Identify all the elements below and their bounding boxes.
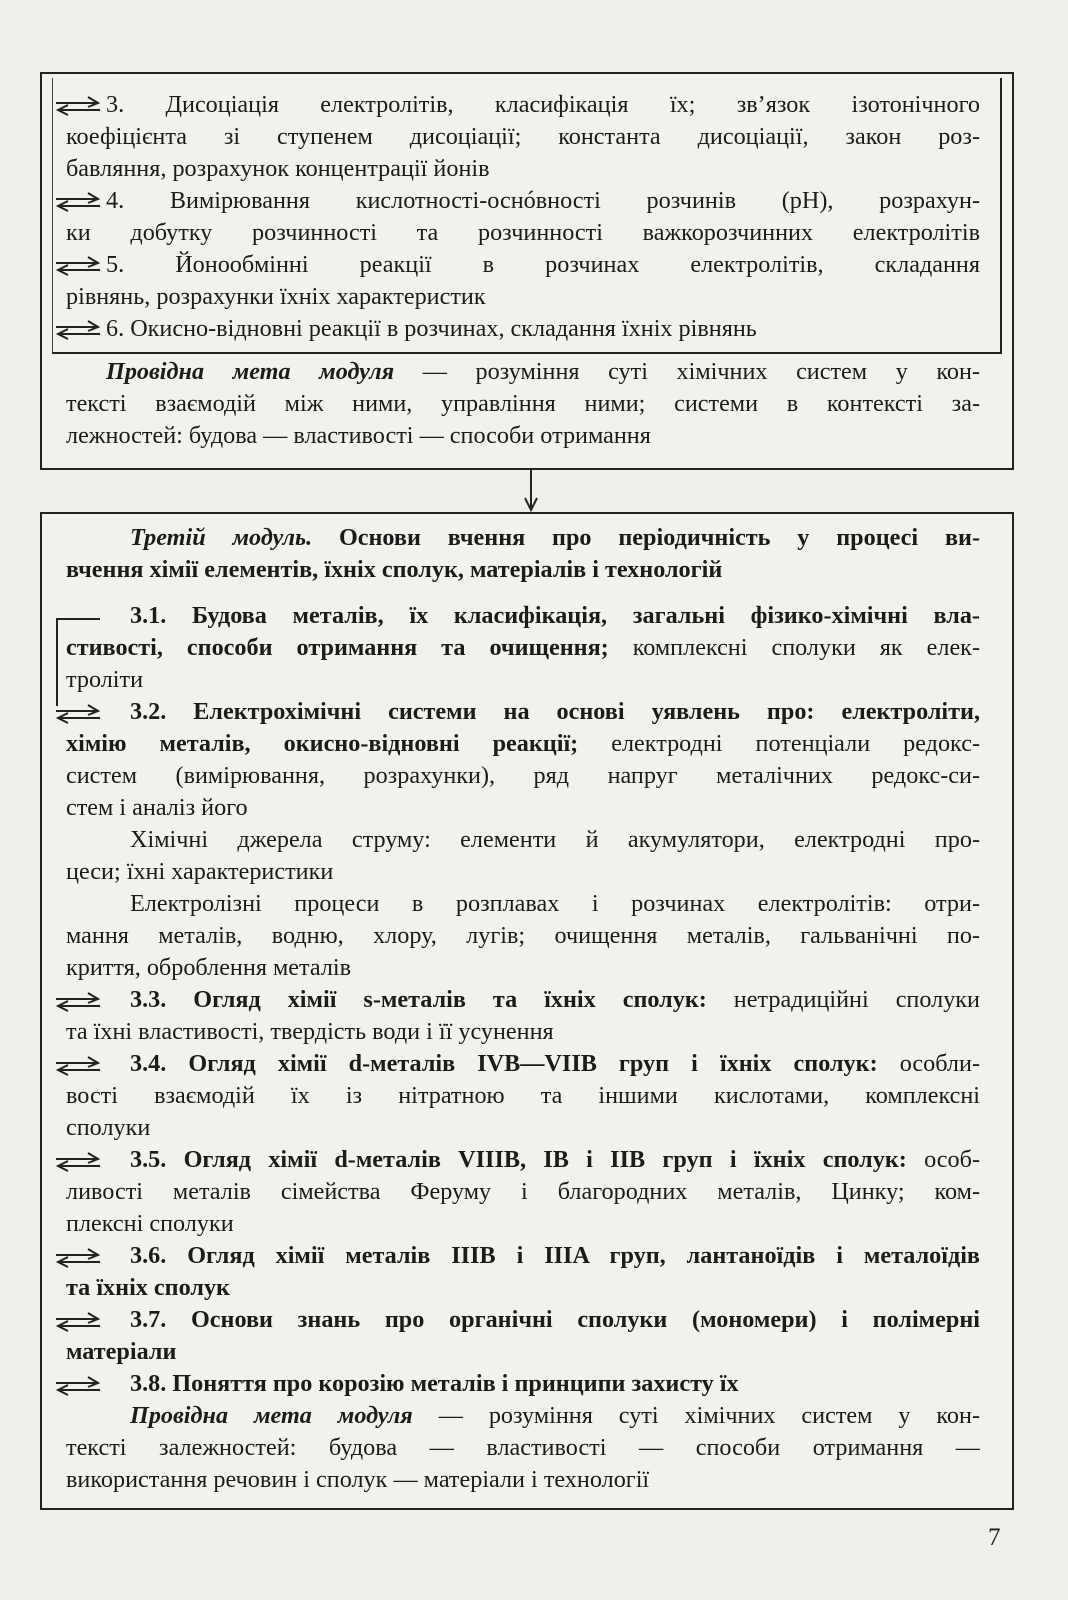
item-5-line-2: рівнянь, розрахунки їхніх характеристик	[66, 283, 486, 310]
double-arrow-icon	[52, 1055, 104, 1077]
item-3-2-para-3-line-3: криття, оброблення металів	[66, 954, 352, 981]
item-3-5-text: особ-	[906, 1146, 981, 1173]
double-arrow-icon	[52, 191, 104, 213]
item-3-2-line-1: 3.2. Електрохімічні системи на основі уявлень про: електроліти,	[130, 698, 980, 725]
item-3-1-text: комплексні сполуки як елек-	[608, 634, 980, 661]
item-3-8-line-1: 3.8. Поняття про корозію металів і принципи захисту їх	[130, 1370, 739, 1397]
item-3-7-line-2: матеріали	[66, 1338, 177, 1365]
item-4-line-2: ки добутку розчинності та розчинності важкорозчинних електролітів	[66, 219, 980, 246]
module-two-goal-line-2: тексті взаємодій між ними, управління ними; системи в контексті за-	[66, 390, 980, 417]
module-three-box	[40, 512, 1014, 1510]
goal-text: — розуміння суті хімічних систем у кон-	[394, 358, 980, 385]
item-3-2-text: електродні потенціали редокс-	[578, 730, 980, 757]
double-arrow-icon	[52, 991, 104, 1013]
item-3-4-line-1	[130, 1048, 980, 1080]
double-arrow-icon	[52, 255, 104, 277]
item-3-2-line-4: стем і аналіз його	[66, 794, 248, 821]
double-arrow-icon	[52, 1375, 104, 1397]
double-arrow-icon	[52, 319, 104, 341]
item-3-2-line-2	[66, 728, 980, 760]
goal-label: Провідна мета модуля	[106, 358, 395, 385]
item-3-2-line-3: систем (вимірювання, розрахунки), ряд напруг металічних редокс-си-	[66, 762, 980, 789]
item-3-2-para-2-line-2: цеси; їхні характеристики	[66, 858, 334, 885]
item-3-2-para-3-line-1: Електролізні процеси в розплавах і розчинах електролітів: отри-	[130, 890, 980, 917]
item-3-4-line-2: вості взаємодій їх із нітратною та іншими кислотами, комплексні	[66, 1082, 980, 1109]
double-arrow-icon	[52, 703, 104, 725]
item-3-1-line-2	[66, 632, 980, 664]
page-number: 7	[988, 1524, 1001, 1551]
module-three-goal-line-1	[130, 1400, 980, 1432]
item-3-line-1: 3. Дисоціація електролітів, класифікація їх; зв’язок ізотонічного	[106, 91, 980, 118]
module-two-box	[40, 72, 1014, 470]
item-3-5-line-3: плексні сполуки	[66, 1210, 234, 1237]
module-two-goal-line-3: лежностей: будова — властивості — способи отримання	[66, 422, 651, 449]
item-3-2-para-3-line-2: мання металів, водню, хлору, лугів; очищення металів, гальванічні по-	[66, 922, 980, 949]
item-3-1-line-3: троліти	[66, 666, 144, 693]
item-3-4-bold: 3.4. Огляд хімії d-металів IVB—VIIB груп і їхніх сполук:	[130, 1050, 878, 1077]
double-arrow-icon	[52, 1311, 104, 1333]
double-arrow-icon	[52, 95, 104, 117]
item-3-4-line-3: сполуки	[66, 1114, 151, 1141]
module-two-goal-line-1	[106, 356, 980, 388]
double-arrow-icon	[52, 1151, 104, 1173]
item-3-6-line-1: 3.6. Огляд хімії металів IIIB і IIIA груп, лантаноїдів і металоїдів	[130, 1242, 980, 1269]
item-3-5-line-1	[130, 1144, 980, 1176]
module-three-title-text: Основи вчення про періодичність у процесі ви-	[312, 524, 980, 551]
item-3-1-bold: стивості, способи отримання та очищення;	[66, 634, 609, 661]
goal-label: Провідна мета модуля	[130, 1402, 413, 1429]
item-3-3-line-2: та їхні властивості, твердість води і її усунення	[66, 1018, 554, 1045]
item-3-line-2: коефіцієнта зі ступенем дисоціації; константа дисоціації, закон роз-	[66, 123, 980, 150]
item-3-5-bold: 3.5. Огляд хімії d-металів VIIIB, IB і IIB груп і їхніх сполук:	[130, 1146, 907, 1173]
bracket-line	[56, 618, 58, 706]
module-three-goal-line-3: використання речовин і сполук — матеріали і технології	[66, 1466, 650, 1493]
module-three-title-line-1	[130, 522, 980, 554]
item-3-6-line-2: та їхніх сполук	[66, 1274, 230, 1301]
module-three-goal-line-2: тексті залежностей: будова — властивості — способи отримання —	[66, 1434, 980, 1461]
item-3-line-3: бавляння, розрахунок концентрації йонів	[66, 155, 490, 182]
module-three-label: Третій модуль.	[130, 524, 313, 551]
goal-text: — розуміння суті хімічних систем у кон-	[412, 1402, 980, 1429]
item-3-1-line-1: 3.1. Будова металів, їх класифікація, загальні фізико-хімічні вла-	[130, 602, 980, 629]
item-3-2-para-2-line-1: Хімічні джерела струму: елементи й акумулятори, електродні про-	[130, 826, 980, 853]
double-arrow-icon	[52, 1247, 104, 1269]
down-arrow-icon	[521, 470, 541, 512]
item-4-line-1: 4. Вимірювання кислотності-оснóвності розчинів (pH), розрахун-	[106, 187, 980, 214]
item-3-3-text: нетрадиційні сполуки	[706, 986, 981, 1013]
item-3-2-bold: хімію металів, окисно-відновні реакції;	[66, 730, 579, 757]
item-3-4-text: особли-	[877, 1050, 980, 1077]
item-3-3-line-1	[130, 984, 980, 1016]
module-three-title-line-2: вчення хімії елементів, їхніх сполук, матеріалів і технологій	[66, 556, 723, 583]
bracket-line	[56, 618, 100, 620]
item-3-5-line-2: ливості металів сімейства Феруму і благородних металів, Цинку; ком-	[66, 1178, 980, 1205]
item-3-7-line-1: 3.7. Основи знань про органічні сполуки (мономери) і полімерні	[130, 1306, 980, 1333]
item-5-line-1: 5. Йонообмінні реакції в розчинах електролітів, складання	[106, 251, 980, 278]
item-6-line-1: 6. Окисно-відновні реакції в розчинах, складання їхніх рівнянь	[106, 315, 757, 342]
item-3-3-bold: 3.3. Огляд хімії s-металів та їхніх сполук:	[130, 986, 707, 1013]
